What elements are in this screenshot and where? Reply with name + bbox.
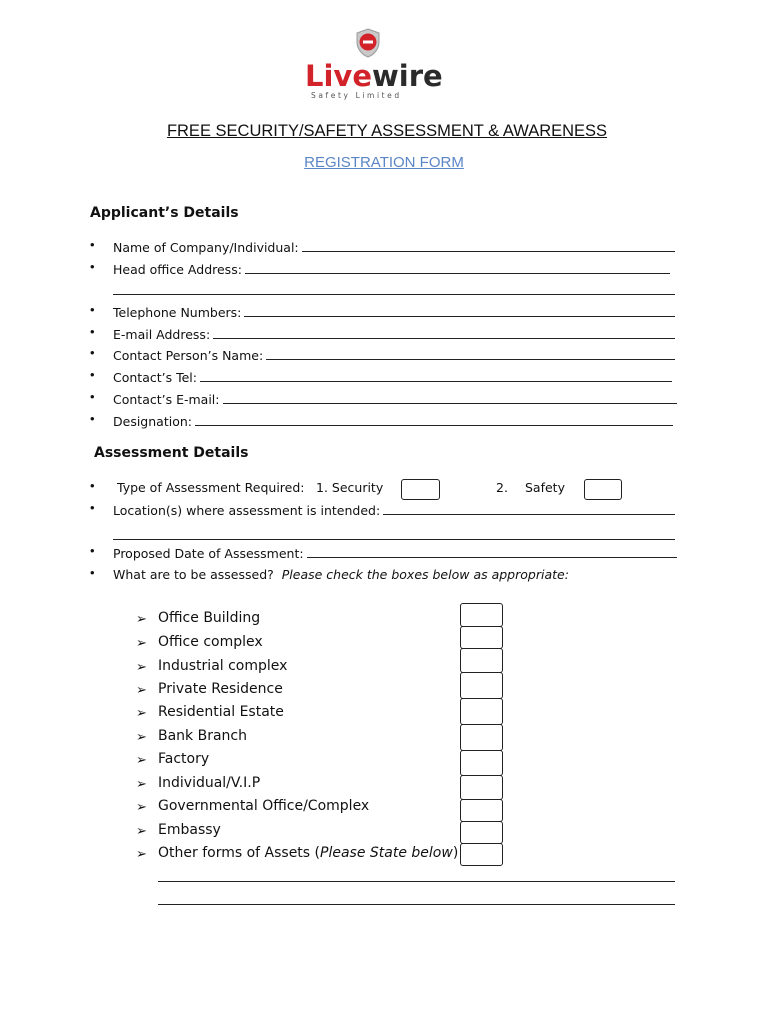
checklist-item: Factory — [158, 751, 210, 767]
what-assessed-label: What are to be assessed? Please check the boxes below as appropriate: — [113, 567, 569, 582]
arrow-bullet-icon: ➢ — [136, 729, 147, 744]
address-line-2[interactable] — [113, 294, 675, 295]
security-checkbox[interactable] — [401, 479, 440, 500]
arrow-bullet-icon: ➢ — [136, 752, 147, 767]
telephone-field[interactable]: Telephone Numbers: — [113, 304, 675, 320]
checklist-checkbox[interactable] — [460, 775, 503, 800]
proposed-date-field[interactable]: Proposed Date of Assessment: — [113, 545, 677, 561]
arrow-bullet-icon: ➢ — [136, 846, 147, 861]
arrow-bullet-icon: ➢ — [136, 659, 147, 674]
checkbox-other[interactable] — [460, 843, 503, 866]
arrow-bullet-icon: ➢ — [136, 682, 147, 697]
arrow-bullet-icon: ➢ — [136, 611, 147, 626]
brand-name: Livewire — [305, 59, 443, 93]
bullet: • — [90, 500, 95, 515]
checklist-checkbox[interactable] — [460, 626, 503, 649]
checklist-checkbox[interactable] — [460, 724, 503, 751]
checklist-item: Private Residence — [158, 681, 283, 697]
other-line-1[interactable] — [158, 881, 675, 882]
location-field[interactable]: Location(s) where assessment is intended: — [113, 502, 675, 518]
company-name-field[interactable]: Name of Company/Individual: — [113, 239, 675, 255]
checklist-checkbox[interactable] — [460, 750, 503, 776]
checklist-checkbox[interactable] — [460, 672, 503, 699]
location-line-2[interactable] — [113, 539, 675, 540]
contact-email-field[interactable]: Contact’s E-mail: — [113, 391, 677, 407]
arrow-bullet-icon: ➢ — [136, 705, 147, 720]
designation-field[interactable]: Designation: — [113, 413, 673, 429]
bullet: • — [90, 345, 95, 360]
bullet: • — [90, 367, 95, 382]
assessment-section-heading: Assessment Details — [94, 445, 249, 461]
checklist-item: Industrial complex — [158, 658, 288, 674]
applicant-section-heading: Applicant’s Details — [90, 205, 239, 221]
option-safety-label: Safety — [525, 480, 565, 495]
bullet: • — [90, 543, 95, 558]
checklist-checkbox[interactable] — [460, 698, 503, 725]
checklist-item: Residential Estate — [158, 704, 284, 720]
page-title: FREE SECURITY/SAFETY ASSESSMENT & AWARENESS — [166, 122, 608, 140]
head-office-address-field[interactable]: Head office Address: — [113, 261, 670, 277]
option-security-label: 1. Security — [316, 480, 384, 495]
bullet: • — [90, 302, 95, 317]
safety-checkbox[interactable] — [584, 479, 622, 500]
brand-tagline: Safety Limited — [311, 91, 402, 100]
other-line-2[interactable] — [158, 904, 675, 905]
arrow-bullet-icon: ➢ — [136, 776, 147, 791]
company-logo — [305, 28, 443, 100]
checklist-checkbox[interactable] — [460, 603, 503, 627]
bullet: • — [90, 411, 95, 426]
checklist-item: Office Building — [158, 610, 261, 626]
arrow-bullet-icon: ➢ — [136, 823, 147, 838]
checklist-checkbox[interactable] — [460, 821, 503, 844]
checklist-item: Individual/V.I.P — [158, 775, 261, 791]
checklist-item: Embassy — [158, 822, 221, 838]
bullet: • — [90, 478, 95, 493]
bullet: • — [90, 259, 95, 274]
checklist-item-other: Other forms of Assets (Please State below) — [158, 845, 459, 861]
bullet: • — [90, 389, 95, 404]
assessment-type-label: Type of Assessment Required: — [117, 480, 305, 495]
email-field[interactable]: E-mail Address: — [113, 326, 675, 342]
arrow-bullet-icon: ➢ — [136, 799, 147, 814]
bullet: • — [90, 565, 95, 580]
contact-tel-field[interactable]: Contact’s Tel: — [113, 369, 672, 385]
bullet: • — [90, 324, 95, 339]
arrow-bullet-icon: ➢ — [136, 635, 147, 650]
checklist-checkbox[interactable] — [460, 799, 503, 822]
checklist-item: Governmental Office/Complex — [158, 798, 370, 814]
checklist-checkbox[interactable] — [460, 648, 503, 673]
checklist-item: Office complex — [158, 634, 263, 650]
page-subtitle: REGISTRATION FORM — [304, 154, 464, 171]
option-safety-number: 2. — [496, 480, 508, 495]
contact-person-field[interactable]: Contact Person’s Name: — [113, 347, 675, 363]
bullet: • — [90, 237, 95, 252]
shield-icon — [355, 28, 381, 58]
checklist-item: Bank Branch — [158, 728, 247, 744]
